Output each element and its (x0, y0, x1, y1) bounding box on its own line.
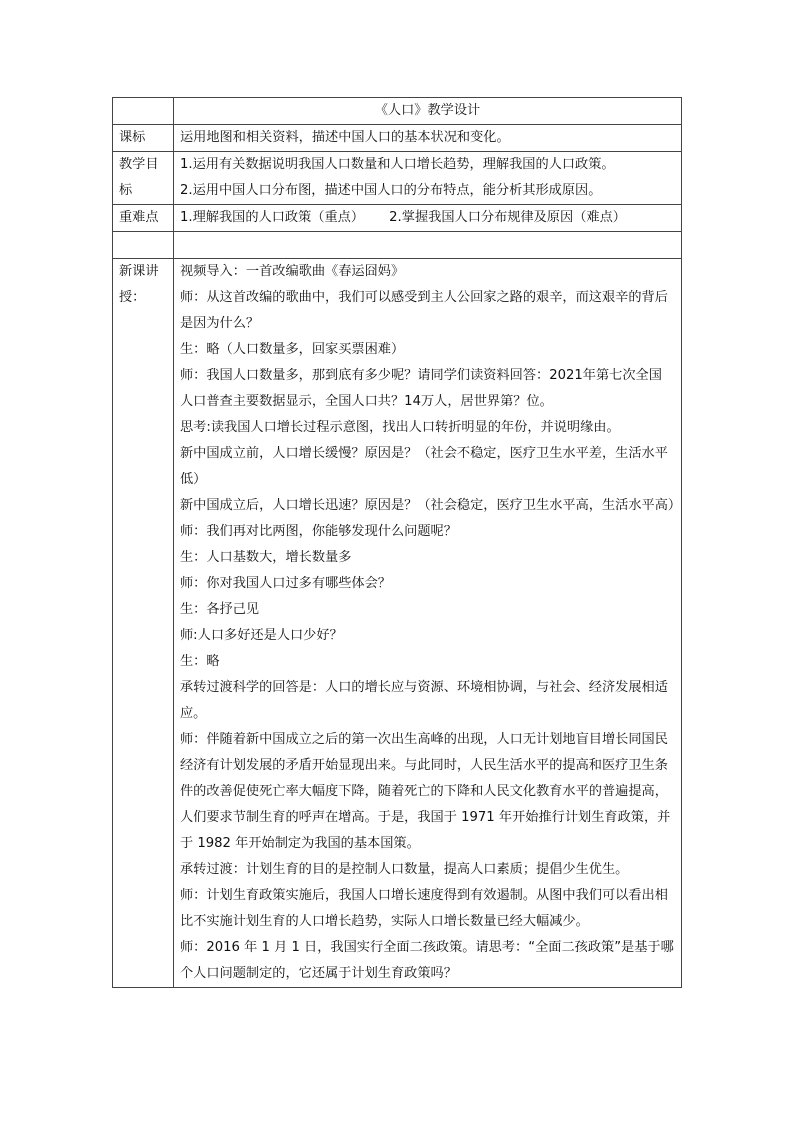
lecture-label: 新课讲授： (113, 259, 174, 988)
standard-row (113, 125, 682, 152)
lecture-paragraph: 生：略（人口数量多，回家买票困难） (180, 342, 405, 357)
key-points-text: 1.理解我国的人口政策（重点） 2.掌握我国人口分布规律及原因（难点） (174, 205, 682, 232)
lecture-paragraph: 师：你对我国人口过多有哪些体会？ (180, 576, 391, 591)
document-title: 《人口》教学设计 (174, 98, 682, 125)
lecture-paragraph: 承转过渡科学的回答是：人口的增长应与资源、环境相协调，与社会、经济发展相适应。 (180, 680, 668, 721)
lecture-paragraph: 师：我们再对比两图，你能够发现什么问题呢？ (180, 524, 457, 539)
standard-text: 运用地图和相关资料，描述中国人口的基本状况和变化。 (174, 125, 682, 152)
lecture-paragraph: 新中国成立前，人口增长缓慢？原因是？（社会不稳定，医疗卫生水平差，生活水平低） (180, 446, 668, 487)
lecture-paragraph: 师：计划生育政策实施后，我国人口增长速度得到有效遏制。从图中我们可以看出相比不实施计划生育的人口增长趋势，实际人口增长数量已经大幅减少。 (180, 888, 668, 929)
lecture-paragraph: 生：略 (180, 654, 220, 669)
title-row (113, 98, 682, 125)
lecture-paragraph: 师:人口多好还是人口少好？ (180, 628, 343, 643)
lecture-paragraph: 生：各抒己见 (180, 602, 260, 617)
lecture-paragraph: 新中国成立后，人口增长迅速？原因是？（社会稳定，医疗卫生水平高，生活水平高） (180, 498, 682, 513)
blank-row (113, 232, 682, 259)
lecture-paragraph: 思考:读我国人口增长过程示意图，找出人口转折明显的年份，并说明缘由。 (180, 420, 620, 435)
lecture-paragraph: 师：从这首改编的歌曲中，我们可以感受到主人公回家之路的艰辛，而这艰辛的背后是因为什么？ (180, 290, 668, 331)
goals-row (113, 152, 682, 205)
goals-content (174, 152, 682, 205)
lecture-paragraph: 生：人口基数大，增长数量多 (180, 550, 352, 565)
goals-label: 教学目标 (113, 152, 174, 205)
lecture-content (174, 259, 682, 988)
goal-item: 2.运用中国人口分布图，描述中国人口的分布特点，能分析其形成原因。 (180, 183, 602, 198)
blank-cell (113, 232, 174, 259)
lesson-plan-table (112, 97, 682, 988)
lecture-paragraph: 师：我国人口数量多，那到底有多少呢？请同学们读资料回答：2021年第七次全国人口普查主要数据显示，全国人口共？14万人，居世界第？位。 (180, 368, 662, 409)
lecture-paragraph: 视频导入：一首改编歌曲《春运囧妈》 (180, 264, 405, 279)
goal-item: 1.运用有关数据说明我国人口数量和人口增长趋势，理解我国的人口政策。 (180, 157, 615, 172)
key-points-label: 重难点 (113, 205, 174, 232)
lecture-row (113, 259, 682, 988)
lecture-paragraph: 师：2016 年 1 月 1 日，我国实行全面二孩政策。请思考：“全面二孩政策”是基于哪个人口问题制定的，它还属于计划生育政策吗？ (180, 940, 674, 981)
lecture-paragraph: 承转过渡：计划生育的目的是控制人口数量，提高人口素质；提倡少生优生。 (180, 862, 629, 877)
blank-cell (174, 232, 682, 259)
key-points-row (113, 205, 682, 232)
title-row-empty-cell (113, 98, 174, 125)
standard-label: 课标 (113, 125, 174, 152)
lecture-paragraph: 师：伴随着新中国成立之后的第一次出生高峰的出现，人口无计划地盲目增长同国民经济有计划发展的矛盾开始显现出来。与此同时，人民生活水平的提高和医疗卫生条件的改善促使死亡率大幅度下降，随着死亡的下降和人民文化教育水平的普遍提高，人们要求节制生育的呼声在增高。于是，我国于 1971 年开始推行计划生育政策，并于 1982 年开始制定为我国的基本国策。 (180, 732, 671, 851)
